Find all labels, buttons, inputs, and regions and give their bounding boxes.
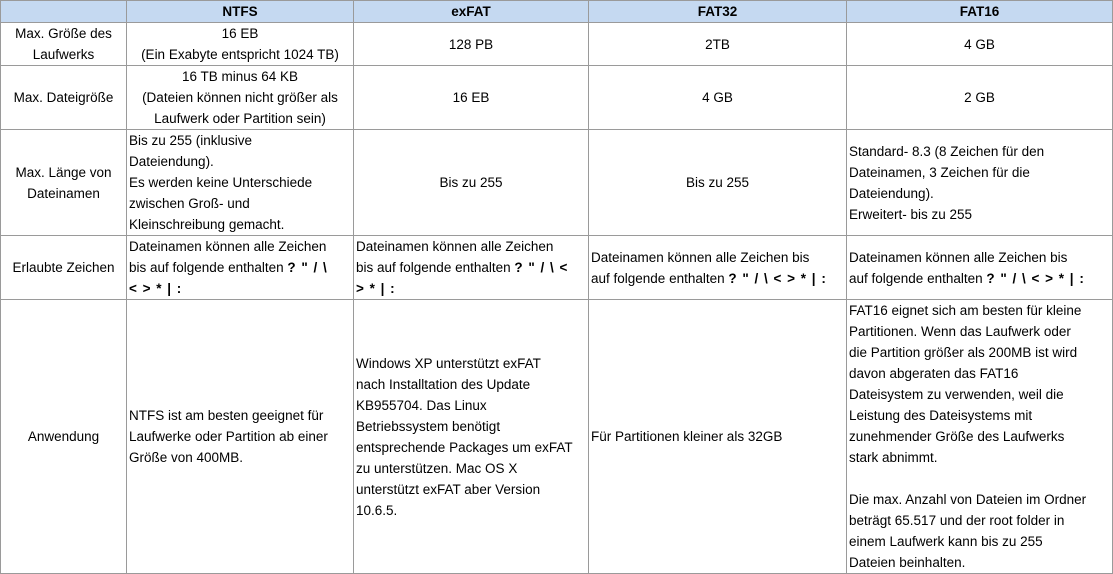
cell-exfat-max-drive: 128 PB <box>354 23 589 66</box>
cell-text-line <box>356 257 586 278</box>
cell-text-line: einem Laufwerk kann bis zu 255 <box>849 534 1043 549</box>
cell-text-line: Dateinamen, 3 Zeichen für die <box>849 164 1030 180</box>
cell-exfat-max-file: 16 EB <box>354 66 589 130</box>
cell-text: auf folgende enthalten <box>591 270 729 286</box>
cell-fat32-max-drive: 2TB <box>589 23 847 66</box>
cell-text-line: Dateiendung). <box>129 154 214 169</box>
cell-text-line: Dateinamen können alle Zeichen <box>129 239 327 254</box>
cell-fat16-max-drive: 4 GB <box>847 23 1113 66</box>
cell-text-line: 10.6.5. <box>356 502 398 518</box>
cell-text-line: Laufwerke oder Partition ab einer <box>129 429 328 444</box>
table-row-usage <box>1 300 1113 574</box>
forbidden-characters: > * | : <box>356 281 396 296</box>
cell-fat32-allowed <box>589 236 847 300</box>
cell-text-line: Die max. Anzahl von Dateien im Ordner <box>849 492 1087 507</box>
cell-ntfs-allowed <box>127 236 354 300</box>
paragraph-gap <box>849 468 1110 489</box>
cell-text-line: (Ein Exabyte entspricht 1024 TB) <box>141 47 339 62</box>
row-label-max-file-size: Max. Dateigröße <box>1 66 127 130</box>
cell-text-line: zunehmender Größe des Laufwerks <box>849 429 1065 444</box>
header-exfat: exFAT <box>354 1 589 23</box>
row-label-max-drive-size <box>1 23 127 66</box>
cell-text-line: Kleinschreibung gemacht. <box>129 217 285 232</box>
cell-text-line: Dateiendung). <box>849 185 934 201</box>
cell-text-line: Dateinamen können alle Zeichen <box>356 239 554 254</box>
cell-text-line: Leistung des Dateisystems mit <box>849 408 1033 423</box>
row-label-line: Dateinamen <box>27 185 100 201</box>
cell-exfat-max-filename: Bis zu 255 <box>354 130 589 236</box>
cell-exfat-allowed <box>354 236 589 300</box>
cell-text-line: stark abnimmt. <box>849 450 938 465</box>
header-ntfs: NTFS <box>127 1 354 23</box>
header-fat16: FAT16 <box>847 1 1113 23</box>
cell-text-line: beträgt 65.517 und der root folder in <box>849 513 1065 528</box>
row-label-usage: Anwendung <box>1 300 127 574</box>
header-fat32: FAT32 <box>589 1 847 23</box>
cell-text-line: 16 TB minus 64 KB <box>181 69 299 84</box>
cell-text-line <box>849 268 1110 289</box>
forbidden-characters: ? " / \ <box>287 260 328 275</box>
cell-text-line: davon abgeraten das FAT16 <box>849 366 1019 381</box>
table-row-max-filename-length <box>1 130 1113 236</box>
cell-text-line: Windows XP unterstützt exFAT <box>356 355 541 371</box>
table-row-allowed-characters <box>1 236 1113 300</box>
header-row <box>1 1 1113 23</box>
cell-text-line: KB955704. Das Linux <box>356 397 487 413</box>
cell-text-line: NTFS ist am besten geeignet für <box>129 408 324 423</box>
cell-fat32-max-file: 4 GB <box>589 66 847 130</box>
cell-text: auf folgende enthalten <box>849 270 987 286</box>
row-label-allowed-characters: Erlaubte Zeichen <box>1 236 127 300</box>
cell-text-line: FAT16 eignet sich am besten für kleine <box>849 303 1082 318</box>
forbidden-characters: < > * | : <box>129 281 183 296</box>
cell-text-line: Standard- 8.3 (8 Zeichen für den <box>849 143 1045 159</box>
cell-text-line: die Partition größer als 200MB ist wird <box>849 345 1078 360</box>
cell-text-line: zwischen Groß- und <box>129 196 250 211</box>
header-corner-cell <box>1 1 127 23</box>
cell-exfat-usage <box>354 300 589 574</box>
cell-text: bis auf folgende enthalten <box>129 260 288 275</box>
forbidden-characters: ? " / \ < > * | : <box>986 270 1085 286</box>
cell-text-line: Dateinamen können alle Zeichen bis <box>849 249 1068 265</box>
cell-text-line: nach Installtation des Update <box>356 376 531 392</box>
cell-text-line: Partitionen. Wenn das Laufwerk oder <box>849 324 1071 339</box>
cell-fat16-max-file: 2 GB <box>847 66 1113 130</box>
row-label-max-filename-length <box>1 130 127 236</box>
table-row-max-drive-size <box>1 23 1113 66</box>
table-row-max-file-size <box>1 66 1113 130</box>
cell-fat16-max-filename <box>847 130 1113 236</box>
cell-text-line: Dateisystem zu verwenden, weil die <box>849 387 1064 402</box>
cell-text-line: (Dateien können nicht größer als <box>142 90 338 105</box>
cell-text-line: 16 EB <box>221 26 259 41</box>
cell-text-line: Es werden keine Unterschiede <box>129 175 313 190</box>
cell-ntfs-usage <box>127 300 354 574</box>
cell-fat32-usage: Für Partitionen kleiner als 32GB <box>589 300 847 574</box>
cell-text-line: Größe von 400MB. <box>129 450 244 465</box>
cell-fat16-usage <box>847 300 1113 574</box>
cell-fat16-allowed <box>847 236 1113 300</box>
row-label-line: Laufwerks <box>32 47 95 62</box>
cell-ntfs-max-filename <box>127 130 354 236</box>
row-label-line: Max. Länge von <box>15 164 112 180</box>
cell-text-line: Betriebssystem benötigt <box>356 418 501 434</box>
cell-text-line: Erweitert- bis zu 255 <box>849 206 973 222</box>
cell-text-line: unterstützt exFAT aber Version <box>356 481 541 497</box>
cell-text-line <box>129 257 351 278</box>
forbidden-characters: ? " / \ < > * | : <box>728 270 827 286</box>
cell-text-line: Dateien beinhalten. <box>849 555 966 570</box>
cell-text-line: zu unterstützen. Mac OS X <box>356 460 518 476</box>
cell-ntfs-max-file <box>127 66 354 130</box>
cell-text-line: Bis zu 255 (inklusive <box>129 133 253 148</box>
row-label-line: Max. Größe des <box>15 26 112 41</box>
cell-fat32-max-filename: Bis zu 255 <box>589 130 847 236</box>
cell-text-line <box>591 268 844 289</box>
cell-text-line: Dateinamen können alle Zeichen bis <box>591 249 810 265</box>
forbidden-characters: ? " / \ < <box>514 260 569 275</box>
cell-text-line: entsprechende Packages um exFAT <box>356 439 573 455</box>
cell-text-line: Laufwerk oder Partition sein) <box>154 111 326 126</box>
cell-text: bis auf folgende enthalten <box>356 260 515 275</box>
cell-ntfs-max-drive <box>127 23 354 66</box>
